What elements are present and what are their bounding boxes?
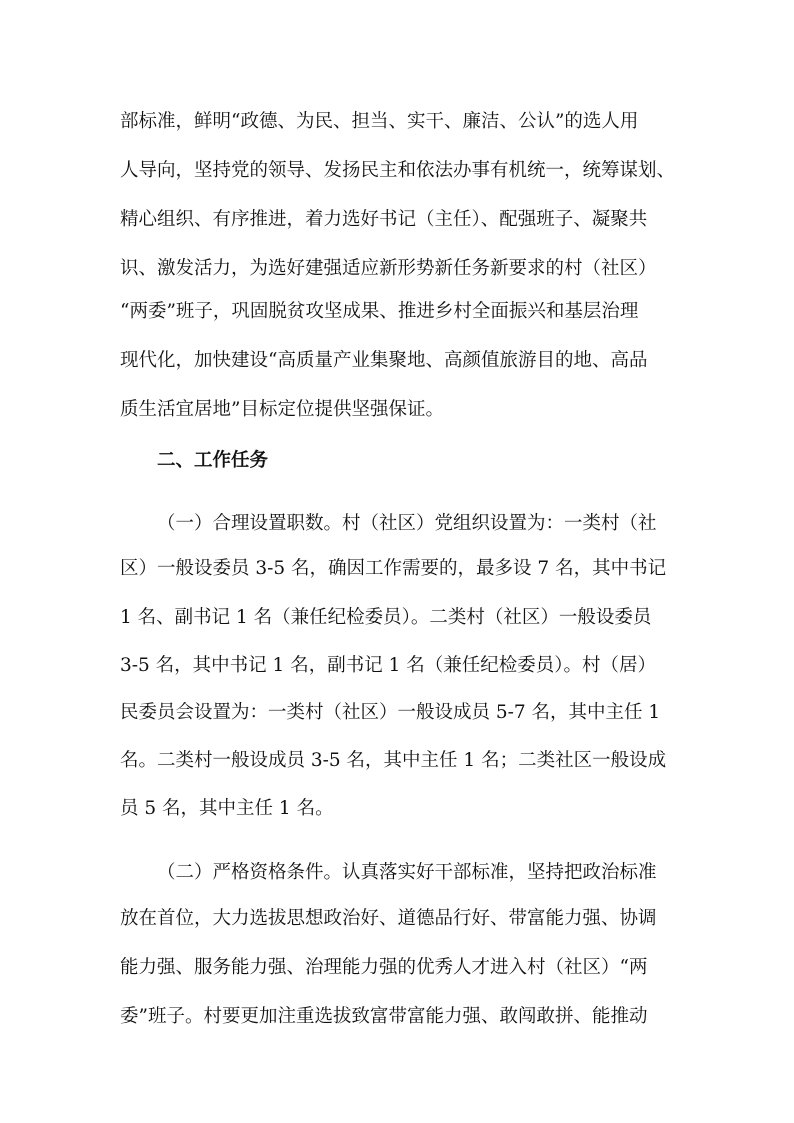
paragraph-line: 1 名、副书记 1 名（兼任纪检委员）。二类村（社区）一般设委员 bbox=[120, 607, 652, 628]
paragraph-line: 人导向，坚持党的领导、发扬民主和依法办事有机统一，统筹谋划、 bbox=[120, 160, 676, 181]
paragraph-line: 部标准，鲜明“政德、为民、担当、实干、廉洁、公认”的选人用 bbox=[120, 111, 639, 132]
paragraph-line: 区）一般设委员 3-5 名，确因工作需要的，最多设 7 名，其中书记 bbox=[120, 558, 667, 579]
paragraph-line: 放在首位，大力选拔思想政治好、道德品行好、带富能力强、协调 bbox=[120, 908, 657, 929]
section-heading: 二、工作任务 bbox=[157, 450, 269, 471]
paragraph-line: 名。二类村一般设成员 3-5 名，其中主任 1 名；二类社区一般设成 bbox=[120, 750, 667, 771]
paragraph-line: 能力强、服务能力强、治理能力强的优秀人才进入村（社区）“两 bbox=[120, 957, 648, 978]
paragraph-line: （二）严格资格条件。认真落实好干部标准，坚持把政治标准 bbox=[157, 862, 657, 883]
paragraph-line: 员 5 名，其中主任 1 名。 bbox=[120, 798, 334, 819]
paragraph-line: 3-5 名，其中书记 1 名，副书记 1 名（兼任纪检委员）。村（居） bbox=[120, 655, 656, 676]
paragraph-line: （一）合理设置职数。村（社区）党组织设置为：一类村（社 bbox=[157, 513, 657, 534]
paragraph-line: 识、激发活力，为选好建强适应新形势新任务新要求的村（社区） bbox=[120, 258, 657, 279]
paragraph-line: 质生活宜居地”目标定位提供坚强保证。 bbox=[120, 399, 444, 420]
paragraph-line: “两委”班子，巩固脱贫攻坚成果、推进乡村全面振兴和基层治理 bbox=[120, 301, 639, 322]
paragraph-line: 现代化，加快建设“高质量产业集聚地、高颜值旅游目的地、高品 bbox=[120, 350, 648, 371]
paragraph-line: 精心组织、有序推进，着力选好书记（主任）、配强班子、凝聚共 bbox=[120, 209, 648, 230]
paragraph-line: 委”班子。村要更加注重选拔致富带富能力强、敢闯敢拼、能推动 bbox=[120, 1006, 648, 1027]
paragraph-line: 民委员会设置为：一类村（社区）一般设成员 5-7 名，其中主任 1 bbox=[120, 702, 661, 723]
